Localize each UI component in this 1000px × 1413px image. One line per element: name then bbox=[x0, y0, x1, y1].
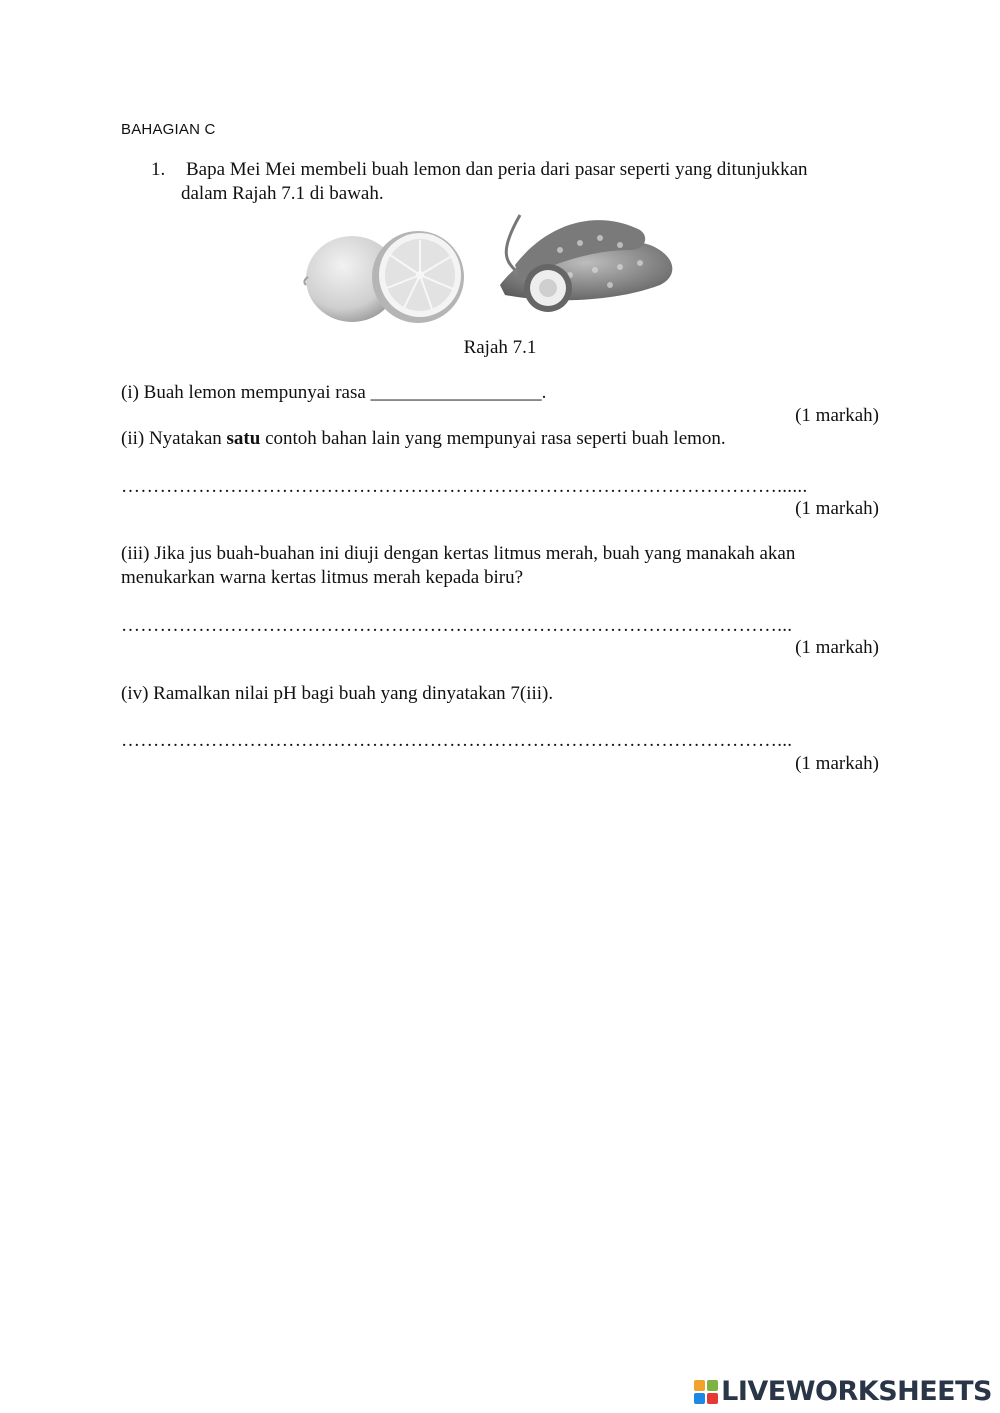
part-ii-prompt-end: contoh bahan lain yang mempunyai rasa seperti buah lemon. bbox=[260, 428, 726, 449]
question-stem-line-2: dalam Rajah 7.1 di bawah. bbox=[181, 183, 384, 204]
bitter-gourd-image bbox=[500, 215, 672, 312]
part-ii-answer-line[interactable]: …………………………………………………………………………………………...... bbox=[121, 476, 808, 497]
part-ii-prompt bbox=[121, 427, 726, 451]
question-number: 1. bbox=[151, 159, 166, 180]
lemon-and-bitter-gourd-image bbox=[300, 205, 680, 330]
part-iii-marks: (1 markah) bbox=[795, 637, 879, 658]
liveworksheets-logo[interactable] bbox=[694, 1377, 992, 1407]
section-title: BAHAGIAN C bbox=[121, 121, 216, 138]
part-iv-marks: (1 markah) bbox=[795, 753, 879, 774]
part-iv-prompt: (iv) Ramalkan nilai pH bagi buah yang dinyatakan 7(iii). bbox=[121, 683, 554, 704]
figure-caption: Rajah 7.1 bbox=[463, 337, 537, 358]
part-ii-prompt-start: (ii) Nyatakan bbox=[121, 428, 227, 449]
part-ii-marks: (1 markah) bbox=[795, 498, 879, 519]
half-lemon-image bbox=[372, 231, 464, 323]
question-stem-line-1: Bapa Mei Mei membeli buah lemon dan peria dari pasar seperti yang ditunjukkan bbox=[186, 159, 808, 180]
part-iii-prompt-line-2: menukarkan warna kertas litmus merah kepada biru? bbox=[121, 567, 524, 588]
part-ii-prompt-bold: satu bbox=[226, 428, 261, 449]
part-iii-prompt-line-1: (iii) Jika jus buah-buahan ini diuji dengan kertas litmus merah, buah yang manakah akan bbox=[121, 543, 796, 564]
logo-text: LIVEWORKSHEETS bbox=[721, 1376, 992, 1407]
part-iii-answer-line[interactable]: …………………………………………………………………………………………... bbox=[121, 615, 793, 636]
part-iv-answer-line[interactable]: …………………………………………………………………………………………... bbox=[121, 730, 793, 751]
part-i-prompt: (i) Buah lemon mempunyai rasa __________________. bbox=[121, 382, 547, 403]
part-i-marks: (1 markah) bbox=[795, 405, 879, 426]
liveworksheets-logo-icon bbox=[694, 1380, 718, 1404]
